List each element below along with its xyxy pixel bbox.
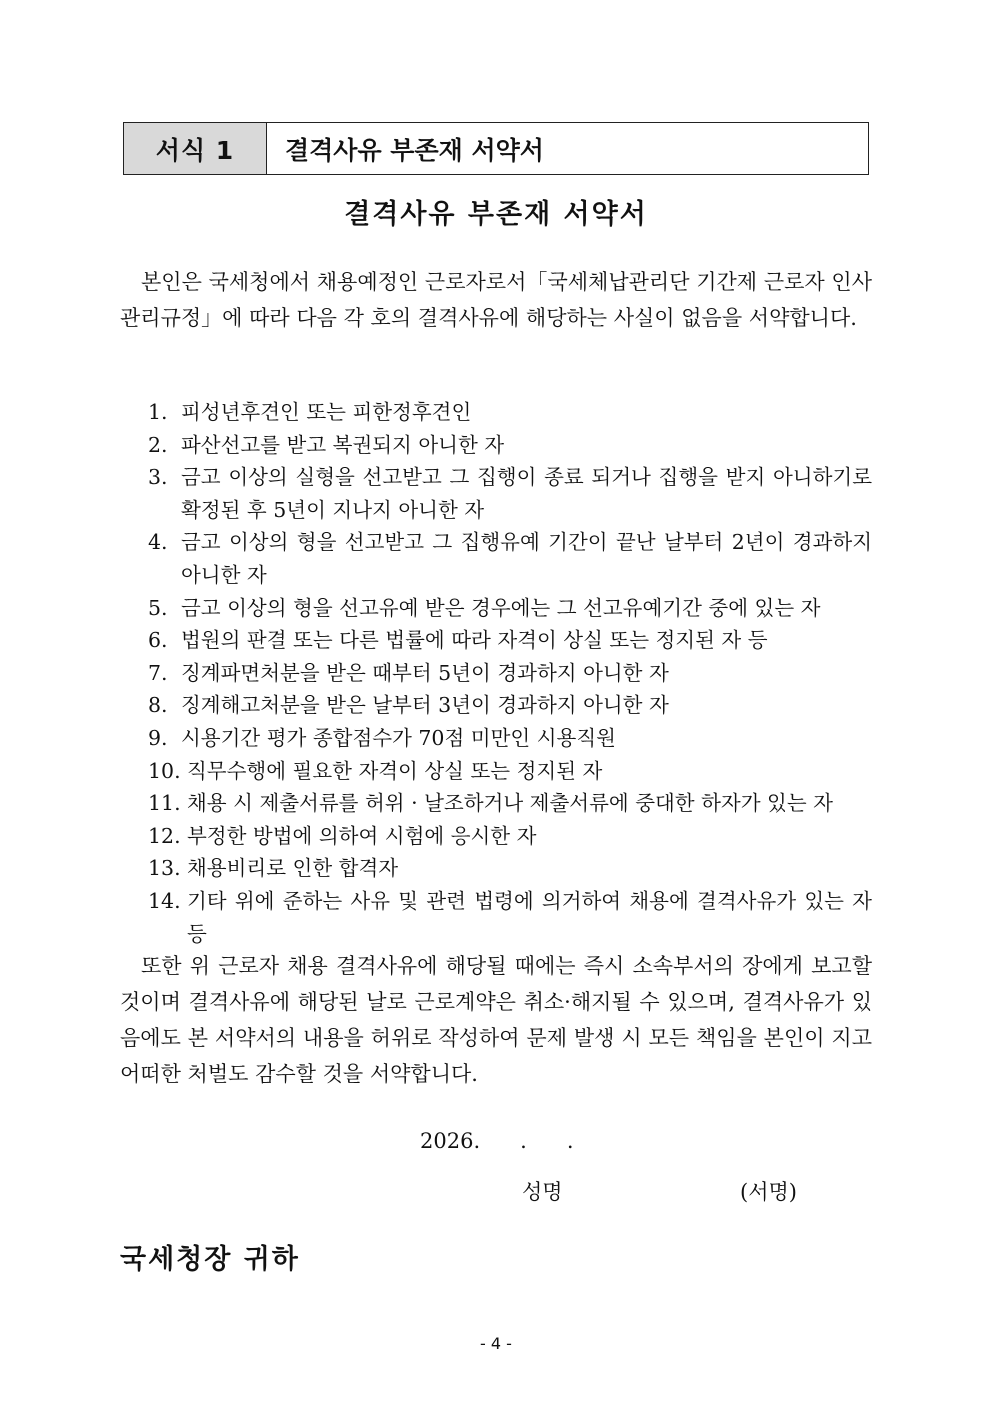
list-item-text: 기타 위에 준하는 사유 및 관련 법령에 의거하여 채용에 결격사유가 있는 자 등	[187, 888, 872, 946]
date-line: 2026. . .	[420, 1129, 574, 1153]
list-item-text: 부정한 방법에 의하여 시험에 응시한 자	[187, 823, 537, 848]
list-item-text: 채용 시 제출서류를 허위 · 날조하거나 제출서류에 중대한 하자가 있는 자	[187, 791, 833, 816]
list-item-number: 3.	[148, 465, 168, 490]
list-item-number: 10.	[148, 758, 181, 783]
list-item	[148, 657, 872, 690]
signature-label: (서명)	[740, 1180, 797, 1204]
list-item	[148, 689, 872, 722]
list-item	[148, 820, 872, 853]
disqualification-list	[148, 396, 872, 950]
intro-paragraph	[120, 264, 872, 336]
list-item	[148, 624, 872, 657]
list-item-number: 8.	[148, 693, 168, 718]
document-title: 결격사유 부존재 서약서	[344, 199, 648, 230]
list-item	[148, 592, 872, 625]
list-item-number: 2.	[148, 432, 168, 457]
list-item-text: 금고 이상의 형을 선고받고 그 집행유예 기간이 끝난 날부터 2년이 경과하지 아니한 자	[181, 530, 872, 587]
list-item	[148, 755, 872, 788]
closing-text: 또한 위 근로자 채용 결격사유에 해당될 때에는 즉시 소속부서의 장에게 보고할 것이며 결격사유에 해당된 날로 근로계약은 취소·해지될 수 있으며, 결격사유가 있음에도 본 서약서의 내용을 허위로 작성하여 문제 발생 시 모든 책임을 본인이 지고 어떠한 처벌도 감수할 것을 서약합니다.	[120, 954, 872, 1086]
list-item	[148, 396, 872, 429]
form-label: 서식 1	[124, 123, 267, 174]
list-item	[148, 461, 872, 526]
form-header	[123, 122, 869, 175]
list-item-number: 4.	[148, 530, 168, 555]
list-item-number: 12.	[148, 823, 181, 848]
intro-text: 본인은 국세청에서 채용예정인 근로자로서「국세체납관리단 기간제 근로자 인사 관리규정」에 따라 다음 각 호의 결격사유에 해당하는 사실이 없음을 서약합니다.	[120, 270, 872, 330]
name-label: 성명	[522, 1180, 563, 1204]
list-item-text: 파산선고를 받고 복권되지 아니한 자	[181, 432, 505, 457]
list-item-number: 9.	[148, 725, 168, 750]
list-item	[148, 885, 872, 950]
list-item-text: 금고 이상의 형을 선고유예 받은 경우에는 그 선고유예기간 중에 있는 자	[181, 595, 821, 620]
list-item-text: 법원의 판결 또는 다른 법률에 따라 자격이 상실 또는 정지된 자 등	[181, 628, 768, 653]
list-item	[148, 722, 872, 755]
list-item-text: 금고 이상의 실형을 선고받고 그 집행이 종료 되거나 집행을 받지 아니하기로 확정된 후 5년이 지나지 아니한 자	[181, 465, 872, 522]
list-item-number: 11.	[148, 791, 181, 816]
list-item	[148, 429, 872, 462]
list-item-text: 시용기간 평가 종합점수가 70점 미만인 시용직원	[181, 725, 616, 750]
list-item	[148, 852, 872, 885]
recipient: 국세청장 귀하	[120, 1244, 300, 1275]
page-number: - 4 -	[480, 1334, 512, 1353]
list-item-text: 피성년후견인 또는 피한정후견인	[181, 400, 472, 424]
list-item-text: 채용비리로 인한 합격자	[187, 856, 399, 881]
form-title: 결격사유 부존재 서약서	[285, 135, 544, 165]
list-item-number: 5.	[148, 595, 168, 620]
list-item	[148, 787, 872, 820]
list-item-text: 징계파면처분을 받은 때부터 5년이 경과하지 아니한 자	[181, 660, 669, 685]
list-item-number: 7.	[148, 660, 168, 685]
closing-paragraph	[120, 948, 872, 1092]
list-item-text: 징계해고처분을 받은 날부터 3년이 경과하지 아니한 자	[181, 693, 669, 718]
list-item-text: 직무수행에 필요한 자격이 상실 또는 정지된 자	[187, 758, 603, 783]
list-item	[148, 526, 872, 591]
list-item-number: 6.	[148, 628, 168, 653]
list-item-number: 1.	[148, 400, 168, 424]
list-item-number: 13.	[148, 856, 181, 881]
list-item-number: 14.	[148, 888, 181, 913]
